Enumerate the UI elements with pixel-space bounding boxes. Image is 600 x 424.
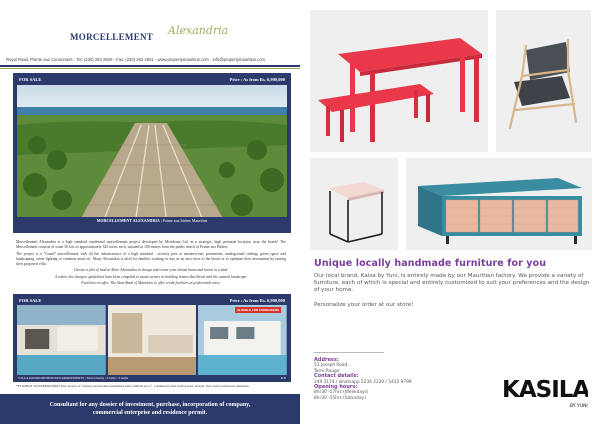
price-label: Price : As from Rs. 6,900,000: [229, 76, 285, 82]
brand-title: MORCELLEMENT: [70, 32, 154, 42]
red-picnic-table-photo: [310, 10, 488, 152]
foreigner-note: *ELIGIBLE TO FOREIGNERS! New project of 5 luxury and modern apartments with common pool + 1 penthouse with rooftop pool, jacuzzi. Very well located near amenities.: [16, 384, 250, 388]
contact-value: 249 3174 / whatsapp 5234 2220 / 5422 9799: [314, 379, 412, 385]
ad-headline: Unique locally handmade furniture for you: [314, 258, 547, 269]
foreigner-eligible-badge: ELIGIBLE FOR FOREIGNERS: [237, 308, 280, 312]
caption-title: MORCELLEMENT ALEXANDRIA: [96, 218, 160, 223]
listing-card-villas: [13, 294, 291, 382]
divider: [314, 352, 384, 353]
description-paragraph: The project is a "Gated" morcellement with all the infrastructure of a high standard : security post at entrance/exit, pavements, underground cabling, green space and landscaping, street lighting of common areas etc. Many Alexandria is ideal for families wishing to stay in an area close to the beach or to optimize their investment by renting their proposed villa.: [16, 251, 286, 266]
ad-paragraph: Personalize your order at our store!: [314, 301, 414, 308]
divider: [0, 65, 300, 67]
address-label: Address:: [314, 357, 339, 363]
address-line: 51 Joseph Road,: [314, 363, 349, 369]
brand-script-logo: Alexandria: [168, 24, 229, 37]
listing-header: [13, 73, 291, 85]
villa-photos: [17, 305, 287, 375]
store-info: [314, 358, 514, 401]
furniture-ad-page: [300, 0, 600, 424]
kasila-logo: [498, 363, 588, 413]
price-label: Price : As from Rs. 6,900,000: [229, 297, 285, 303]
description-paragraph: Morcellement Alexandria is a high standard residential morcellement project developed by Meridiana Ltd. in a strategic, high potential location, near the beach! The Morcellement consists of some 50 lots of approximately 345 toises each, situated at 100 meters from the public beach of Pointe aux Biches.: [16, 240, 286, 249]
listing-card-alexandria: [13, 73, 291, 233]
contact-label: Contact details:: [314, 373, 359, 380]
ad-body: [314, 273, 594, 316]
villa-interior-photo: [108, 305, 197, 375]
agency-contact-line: Royal Road, Pointe aux Canonniers - Tel: (230) 263 2600 - Fax: (230) 263 2601 - www.propertymauritius.com - info@propertymauritius.com: [6, 57, 266, 62]
side-table-photo: [310, 158, 398, 250]
aerial-render-image: [17, 85, 287, 225]
description-highlight: Choose a plot of land at Morc Alexandria to design and create your dream home and invest in a land.: [73, 268, 229, 272]
for-sale-label: FOR SALE: [19, 76, 42, 82]
listing-description: [16, 240, 286, 288]
ad-paragraph: Our local brand, Kaisa by Yuni, is entirely made by our Mauritian factory. We provide a variety of furniture, each of which is special and entirely customized to suit your preferences and the design of your home.: [314, 273, 590, 294]
description-highlight: A cahier des charges/ guidelines have been compiled to assist owners in building homes that blend with the natural landscape.: [54, 274, 248, 279]
hours-line: 8hr30 -15hrs (Saturday): [314, 395, 366, 401]
footer-line: commercial enterprise and residence permit.: [92, 410, 208, 416]
hours-label: Opening hours:: [314, 384, 358, 391]
hours-line: 8hr30 -17hrs (Weekdays): [314, 390, 369, 396]
caption-location: | Pointe aux biches Mauritius: [159, 218, 208, 223]
villa-exterior-photo: [198, 305, 287, 375]
listing-caption: [13, 375, 291, 382]
footer-line: Consultant for any dossier of investment, purchase, incorporation of company,: [49, 402, 251, 408]
listing-caption: [17, 217, 287, 225]
svg-text:KASILA: KASILA: [502, 377, 588, 403]
for-sale-label: FOR SALE: [19, 297, 42, 303]
divider: [0, 68, 300, 69]
address-line: Terre Rouge: [314, 368, 340, 374]
description-highlight: Facilities on offer, The Slam Bank of Mauritius to offer credit facilities at preferential rates.: [81, 281, 221, 285]
brand-header: [40, 22, 270, 52]
caption-title: VILLA PASSPORT/HOUSES/APARTMENTS | Mon Choisy | 3 beds | 3 baths: [18, 376, 129, 380]
rattan-sideboard-photo: [406, 158, 592, 250]
consultant-footer: [0, 394, 300, 424]
caption-ref: R.E: [280, 376, 286, 380]
villa-pool-photo: [17, 305, 106, 375]
svg-text:BY YUNI: BY YUNI: [570, 404, 588, 409]
lounge-chair-photo: [496, 10, 591, 152]
